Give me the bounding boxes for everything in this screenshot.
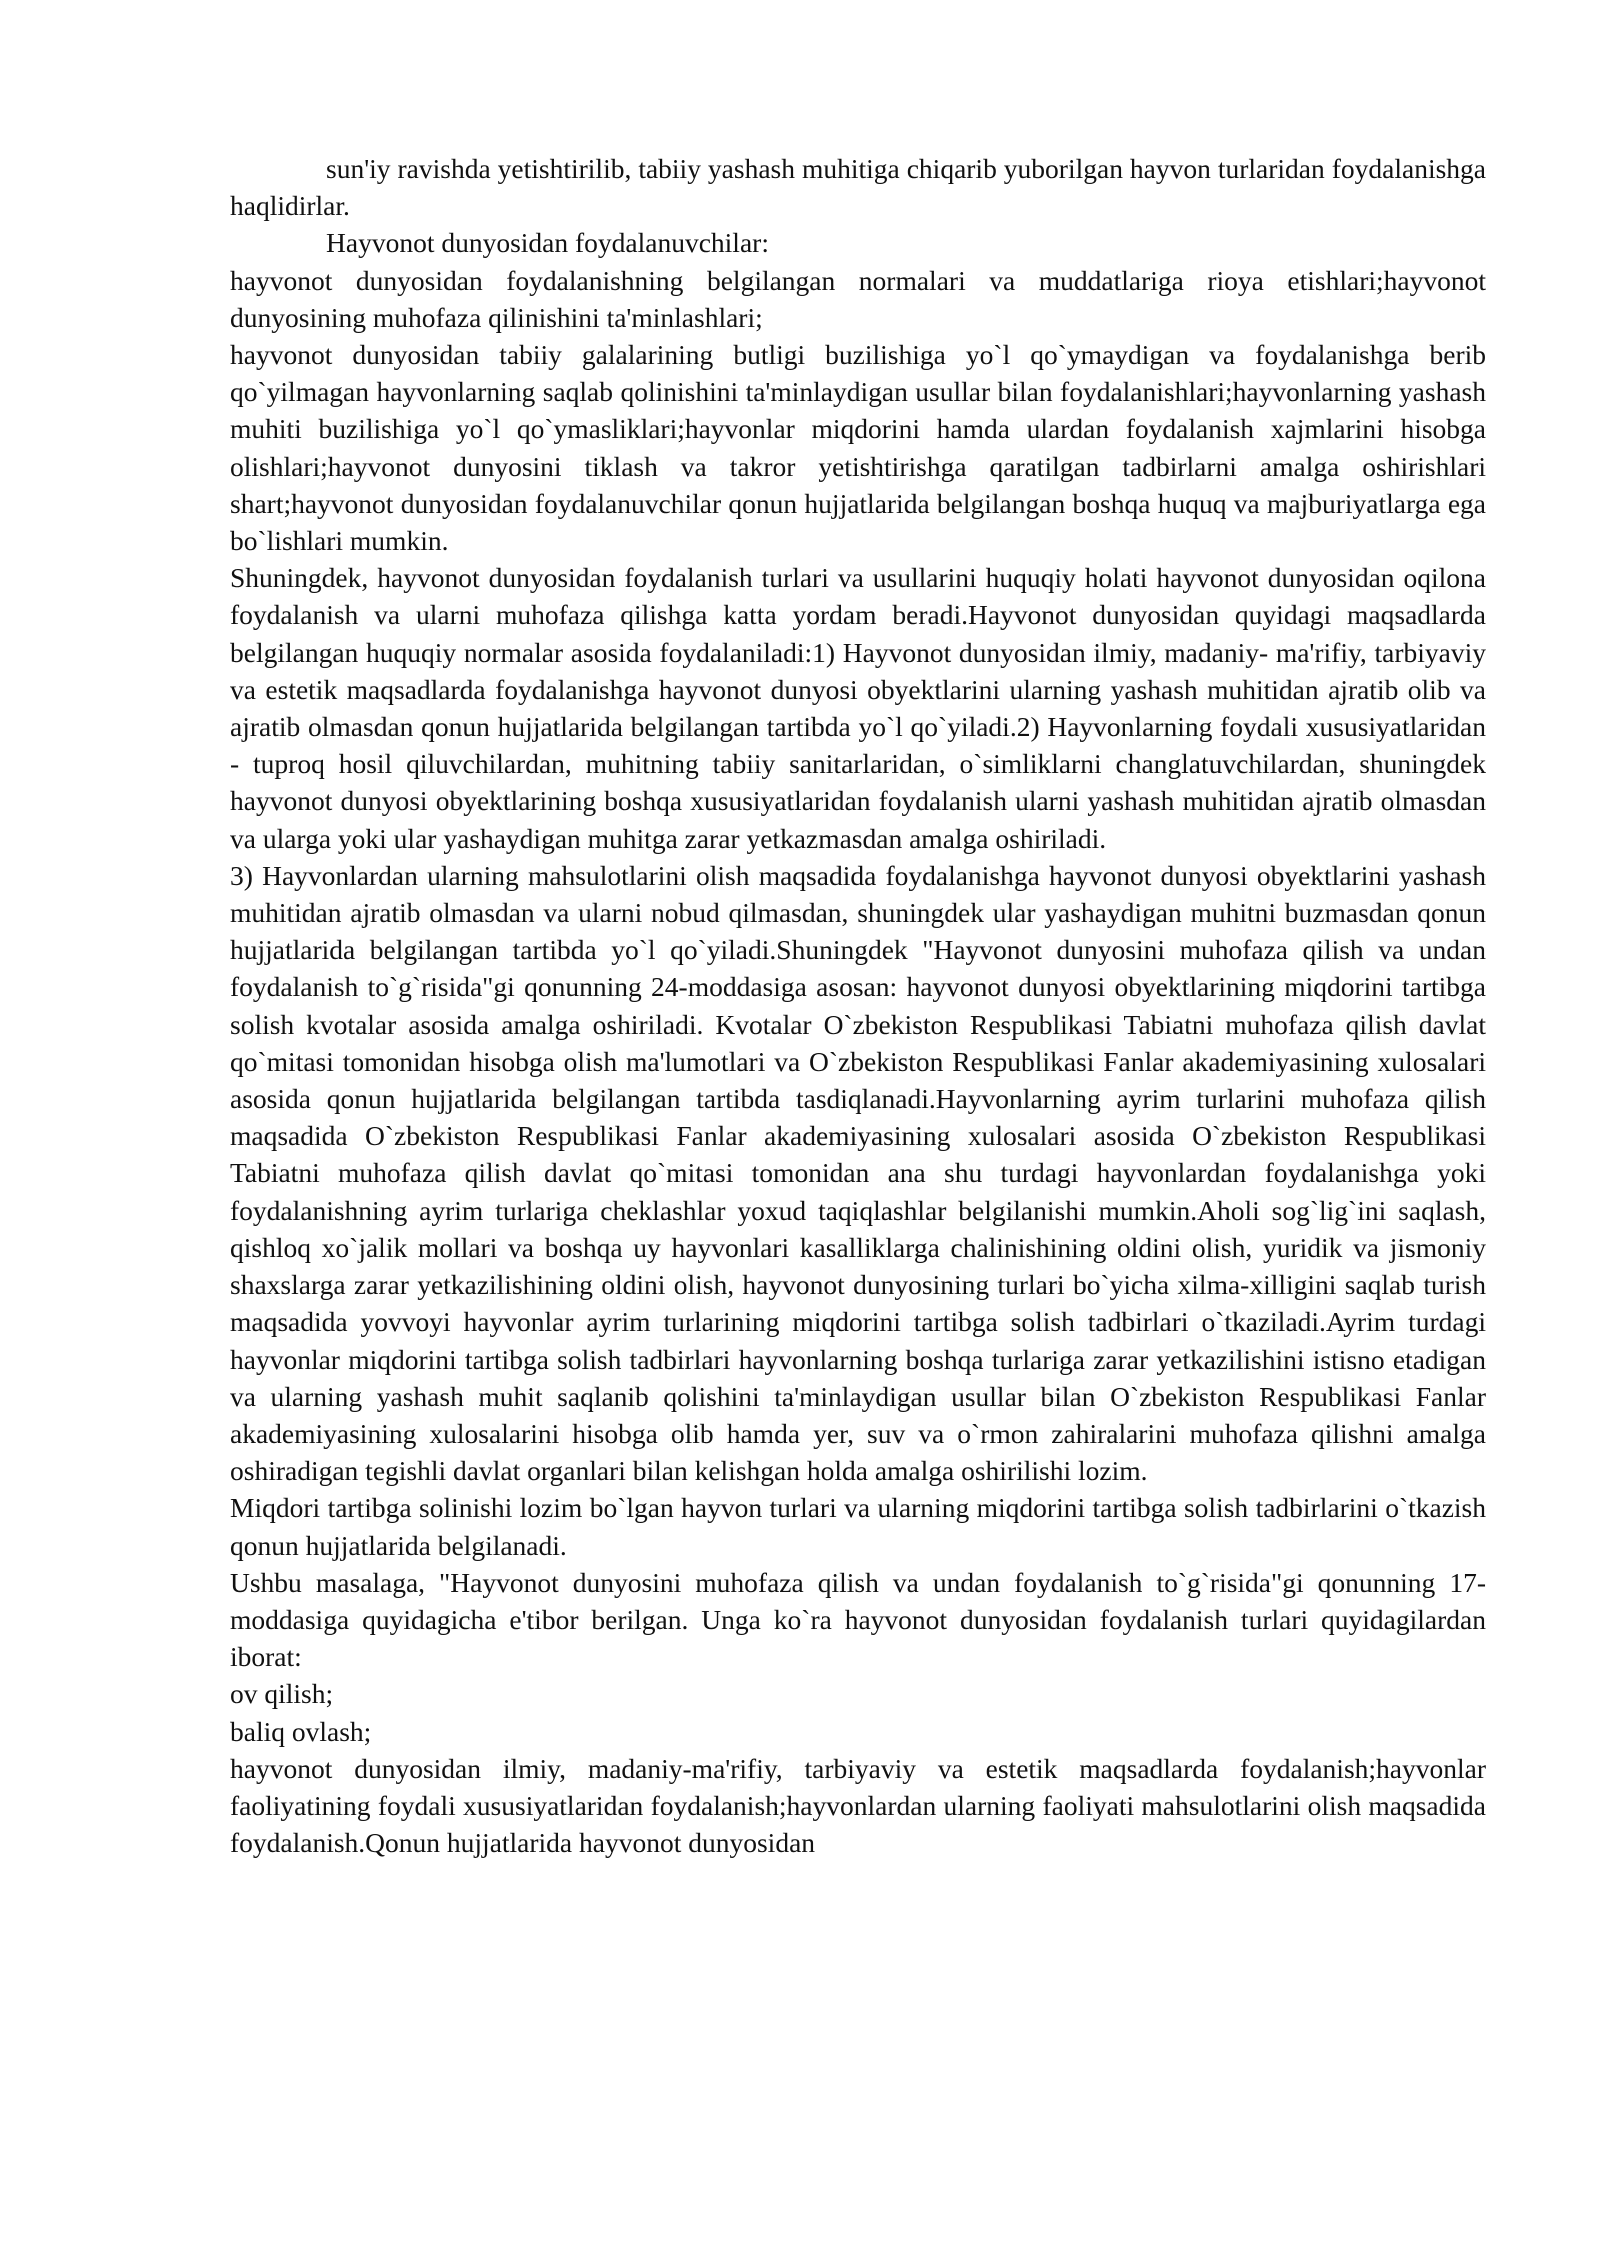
paragraph-8: Ushbu masalaga, "Hayvonot dunyosini muhofaza qilish va undan foydalanish to`g`risida"gi qonunning 17-moddasiga quyidagicha e'tibor berilgan. Unga ko`ra hayvonot dunyosidan foydalanish turlari quyidagilardan iborat: [230,1566,1486,1673]
paragraph-5: Shuningdek, hayvonot dunyosidan foydalanish turlari va usullarini huquqiy holati hayvonot dunyosidan oqilona foydalanish va ularni muhofaza qilishga katta yordam beradi.Hayvonot dunyosidan quyidagi maqsadlarda belgilangan huquqiy normalar asosida foydalaniladi:1) Hayvonot dunyosidan ilmiy, madaniy- ma'rifiy, tarbiyaviy va estetik maqsadlarda foydalanishga hayvonot dunyosi obyektlarini ularning yashash muhitidan ajratib olib va ajratib olmasdan qonun hujjatlarida belgilangan tartibda yo`l qo`yiladi.2) Hayvonlarning foydali xususiyatlaridan - tuproq hosil qiluvchilardan, muhitning tabiiy sanitarlaridan, o`simliklarni changlatuvchilardan, shuningdek hayvonot dunyosi obyektlarining boshqa xususiyatlaridan foydalanish ularni yashash muhitidan ajratib olmasdan va ularga yoki ular yashaydigan muhitga zarar yetkazmasdan amalga oshiriladi. [230,562,1486,854]
paragraph-4: hayvonot dunyosidan tabiiy galalarining butligi buzilishiga yo`l qo`ymaydigan va foydalanishga berib qo`yilmagan hayvonlarning saqlab qolinishini ta'minlaydigan usullar bilan foydalanishlari;hayvonlarning yashash muhiti buzilishiga yo`l qo`ymasliklari;hayvonlar miqdorini hamda ulardan foydalanish xajmlarini hisobga olishlari;hayvonot dunyosini tiklash va takror yetishtirishga qaratilgan tadbirlarni amalga oshirishlari shart;hayvonot dunyosidan foydalanuvchilar qonun hujjatlarida belgilangan boshqa huquq va majburiyatlarga ega bo`lishlari mumkin. [230,339,1486,557]
paragraph-1: sun'iy ravishda yetishtirilib, tabiiy yashash muhitiga chiqarib yuborilgan hayvon turlaridan foydalanishga haqlidirlar. [230,153,1486,222]
paragraph-7: Miqdori tartibga solinishi lozim bo`lgan hayvon turlari va ularning miqdorini tartibga solish tadbirlarini o`tkazish qonun hujjatlarida belgilanadi. [230,1492,1486,1561]
document-page [230,150,1486,1861]
paragraph-2: Hayvonot dunyosidan foydalanuvchilar: [326,227,769,259]
paragraph-11: hayvonot dunyosidan ilmiy, madaniy-ma'rifiy, tarbiyaviy va estetik maqsadlarda foydalanish;hayvonlar faoliyatining foydali xususiyatlaridan foydalanish;hayvonlardan ularning faoliyati mahsulotlarini olish maqsadida foydalanish.Qonun hujjatlarida hayvonot dunyosidan [230,1752,1486,1859]
paragraph-3: hayvonot dunyosidan foydalanishning belgilangan normalari va muddatlariga rioya etishlari;hayvonot dunyosining muhofaza qilinishini ta'minlashlari; [230,264,1486,333]
list-item-hunting: ov qilish; [230,1678,334,1710]
list-item-fishing: baliq ovlash; [230,1715,372,1747]
paragraph-6: 3) Hayvonlardan ularning mahsulotlarini olish maqsadida foydalanishga hayvonot dunyosi obyektlarini yashash muhitidan ajratib olmasdan va ularni nobud qilmasdan, shuningdek ular yashaydigan muhitni buzmasdan qonun hujjatlarida belgilangan tartibda yo`l qo`yiladi.Shuningdek "Hayvonot dunyosini muhofaza qilish va undan foydalanish to`g`risida"gi qonunning 24-moddasiga asosan: hayvonot dunyosi obyektlarining miqdorini tartibga solish kvotalar asosida amalga oshiriladi. Kvotalar O`zbekiston Respublikasi Tabiatni muhofaza qilish davlat qo`mitasi tomonidan hisobga olish ma'lumotlari va O`zbekiston Respublikasi Fanlar akademiyasining xulosalari asosida qonun hujjatlarida belgilangan tartibda tasdiqlanadi.Hayvonlarning ayrim turlarini muhofaza qilish maqsadida O`zbekiston Respublikasi Fanlar akademiyasining xulosalari asosida O`zbekiston Respublikasi Tabiatni muhofaza qilish davlat qo`mitasi tomonidan ana shu turdagi hayvonlardan foydalanishga yoki foydalanishning ayrim turlariga cheklashlar yoxud taqiqlashlar belgilanishi mumkin.Aholi sog`lig`ini saqlash, qishloq xo`jalik mollari va boshqa uy hayvonlari kasalliklarga chalinishining oldini olish, yuridik va jismoniy shaxslarga zarar yetkazilishining oldini olish, hayvonot dunyosining turlari bo`yicha xilma-xilligini saqlab turish maqsadida yovvoyi hayvonlar ayrim turlarining miqdorini tartibga solish tadbirlari o`tkaziladi.Ayrim turdagi hayvonlar miqdorini tartibga solish tadbirlari hayvonlarning boshqa turlariga zarar yetkazilishini istisno etadigan va ularning yashash muhit saqlanib qolishini ta'minlaydigan usullar bilan O`zbekiston Respublikasi Fanlar akademiyasining xulosalarini hisobga olib hamda yer, suv va o`rmon zahiralarini muhofaza qilishni amalga oshiradigan tegishli davlat organlari bilan kelishgan holda amalga oshirilishi lozim. [230,859,1486,1487]
